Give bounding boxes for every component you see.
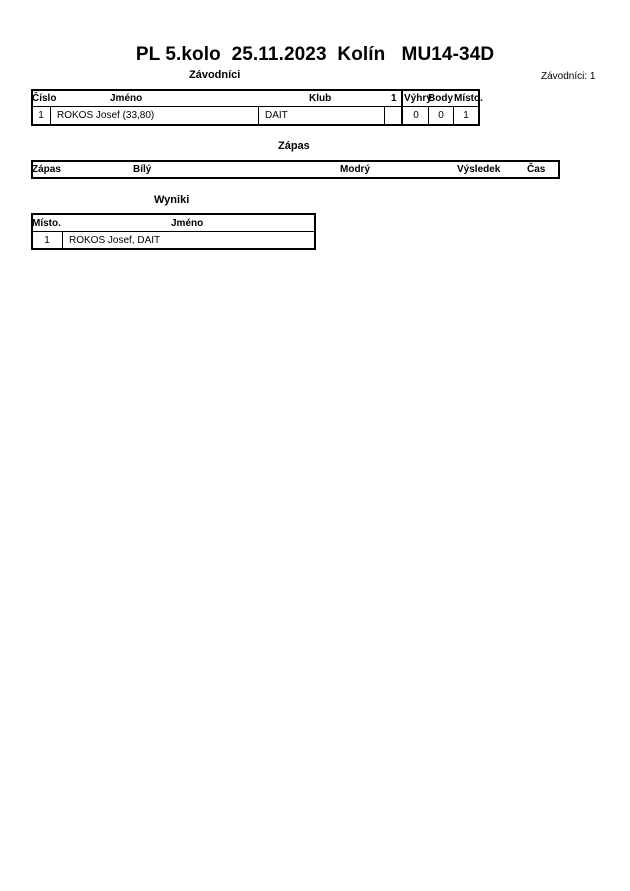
column-header-result: Výsledek bbox=[457, 164, 501, 175]
row-wins: 0 bbox=[413, 110, 419, 121]
match-heading: Zápas bbox=[278, 140, 310, 152]
page-title: PL 5.kolo 25.11.2023 Kolín MU14-34D bbox=[135, 44, 495, 65]
competitors-count: Závodníci: 1 bbox=[541, 71, 596, 82]
column-header-wins: Výhry bbox=[404, 93, 432, 104]
result-name: ROKOS Josef, DAIT bbox=[69, 235, 161, 246]
column-header-blue: Modrý bbox=[340, 164, 370, 175]
column-header-name: Jméno bbox=[110, 93, 143, 104]
row-points: 0 bbox=[438, 110, 444, 121]
results-heading: Wyniki bbox=[154, 194, 190, 206]
column-header-points: Body bbox=[428, 93, 453, 104]
row-name: ROKOS Josef (33,80) bbox=[57, 110, 155, 121]
column-header-result-name: Jméno bbox=[171, 218, 204, 229]
column-header-time: Čas bbox=[527, 164, 546, 175]
row-club: DAIT bbox=[265, 110, 288, 121]
result-place: 1 bbox=[44, 235, 50, 246]
column-header-number: Číslo bbox=[32, 93, 57, 104]
column-header-round-1: 1 bbox=[391, 93, 397, 104]
column-header-place: Místo. bbox=[454, 93, 483, 104]
row-number: 1 bbox=[38, 110, 44, 121]
column-header-match: Zápas bbox=[32, 164, 61, 175]
column-header-white: Bílý bbox=[133, 164, 152, 175]
competitors-heading: Závodníci bbox=[189, 69, 241, 81]
column-header-club: Klub bbox=[309, 93, 332, 104]
column-header-result-place: Místo. bbox=[32, 218, 61, 229]
row-place: 1 bbox=[463, 110, 469, 121]
